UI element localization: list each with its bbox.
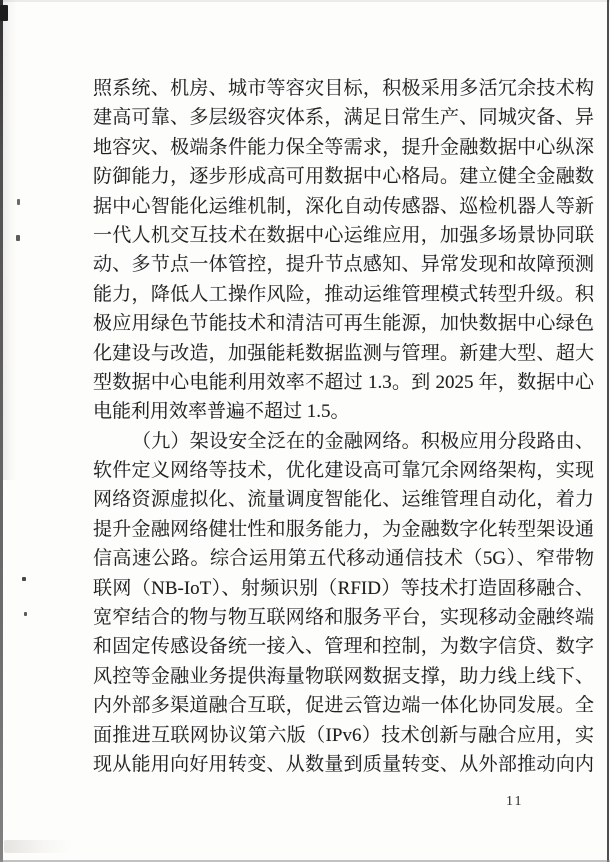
ink-speck bbox=[16, 235, 20, 241]
text-line: 面推进互联网协议第六版（IPv6）技术创新与融合应用，实 bbox=[93, 724, 594, 746]
right-edge-shadow bbox=[607, 0, 609, 862]
text-line: 一代人机交互技术在数据中心运维应用，加强多场景协同联 bbox=[93, 224, 594, 246]
text-line: 和固定传感设备统一接入、管理和控制，为数字信贷、数字 bbox=[93, 636, 594, 658]
text-line: 网络资源虚拟化、流量调度智能化、运维管理自动化，着力 bbox=[93, 489, 594, 511]
text-line: 型数据中心电能利用效率不超过 1.3。到 2025 年，数据中心 bbox=[93, 371, 594, 393]
body-text bbox=[93, 74, 594, 779]
left-edge-fade bbox=[3, 0, 17, 480]
text-line: 电能利用效率普遍不超过 1.5。 bbox=[93, 401, 350, 423]
text-line: 化建设与改造，加强能耗数据监测与管理。新建大型、超大 bbox=[93, 342, 594, 364]
ink-speck bbox=[17, 199, 20, 205]
corner-ink-mark bbox=[0, 5, 8, 21]
bottom-left-smudge bbox=[4, 840, 72, 853]
text-line: 提升金融网络健壮性和服务能力，为金融数字化转型架设通 bbox=[93, 518, 594, 540]
text-line-paragraph-start: （九）架设安全泛在的金融网络。积极应用分段路由、 bbox=[132, 430, 594, 452]
ink-speck bbox=[22, 577, 26, 581]
text-line: 极应用绿色节能技术和清洁可再生能源，加快数据中心绿色 bbox=[93, 313, 594, 335]
text-line: 宽窄结合的物与物互联网络和服务平台，实现移动金融终端 bbox=[93, 607, 594, 629]
text-line: 建高可靠、多层级容灾体系，满足日常生产、同城灾备、异 bbox=[93, 107, 594, 129]
text-line: 软件定义网络等技术，优化建设高可靠冗余网络架构，实现 bbox=[93, 460, 594, 482]
text-line: 风控等金融业务提供海量物联网数据支撑，助力线上线下、 bbox=[93, 665, 594, 687]
top-edge-line bbox=[0, 0, 610, 2]
ink-speck bbox=[24, 612, 27, 616]
text-line: 地容灾、极端条件能力保全等需求，提升金融数据中心纵深 bbox=[93, 136, 594, 158]
page-number: 11 bbox=[506, 794, 524, 809]
text-line: 联网（NB-IoT）、射频识别（RFID）等技术打造固移融合、 bbox=[93, 577, 594, 599]
text-line: 据中心智能化运维机制，深化自动传感器、巡检机器人等新 bbox=[93, 195, 594, 217]
text-line: 现从能用向好用转变、从数量到质量转变、从外部推动向内 bbox=[93, 753, 594, 775]
text-line: 信高速公路。综合运用第五代移动通信技术（5G）、窄带物 bbox=[93, 548, 594, 570]
text-line: 能力，降低人工操作风险，推动运维管理模式转型升级。积 bbox=[93, 283, 594, 305]
text-line: 照系统、机房、城市等容灾目标，积极采用多活冗余技术构 bbox=[93, 78, 594, 99]
text-line: 动、多节点一体管控，提升节点感知、异常发现和故障预测 bbox=[93, 254, 594, 276]
text-line: 防御能力，逐步形成高可用数据中心格局。建立健全金融数 bbox=[93, 166, 594, 188]
text-line: 内外部多渠道融合互联，促进云管边端一体化协同发展。全 bbox=[93, 695, 594, 717]
